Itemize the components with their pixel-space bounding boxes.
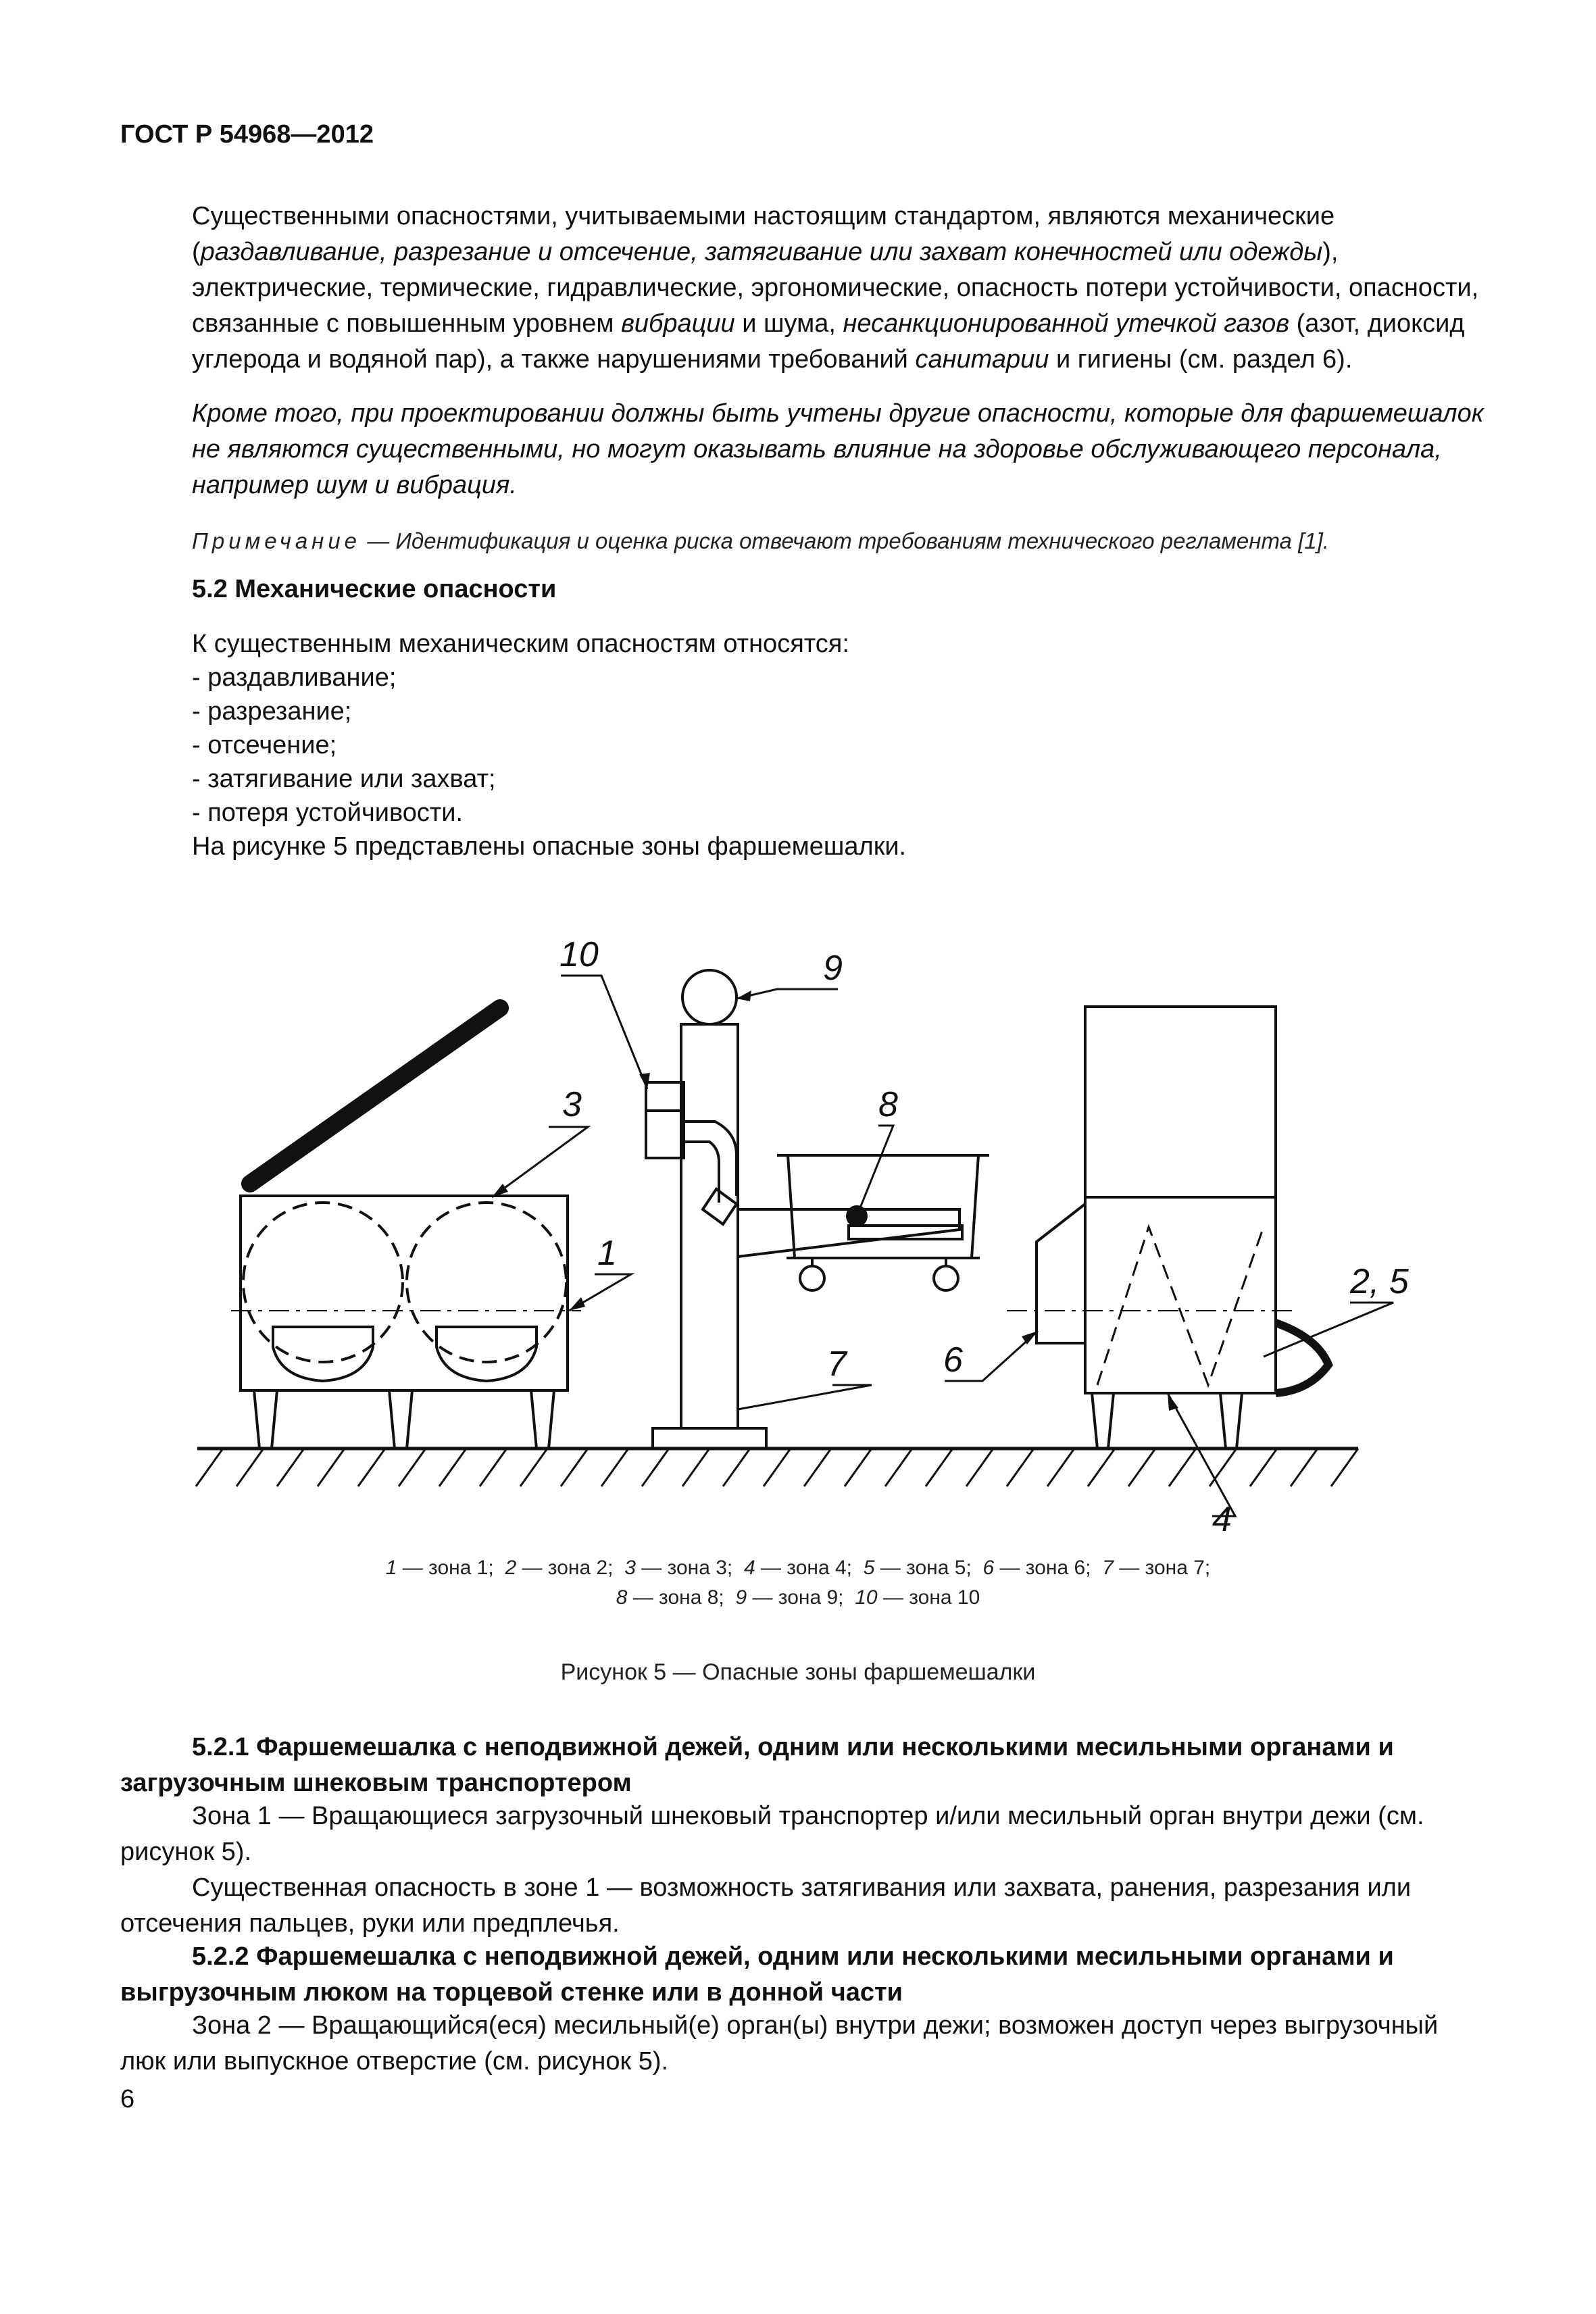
text-run: ), электрические, термические, гидравлические, эргономические, опасность потери устойчивости, опасности, связанные с повышенным уровнем [192,238,1479,338]
column-base [653,1428,766,1449]
fig-label-6: 6 [943,1340,963,1380]
fig-label-4: 4 [1212,1500,1232,1539]
left-mixer [231,1008,581,1449]
trolley-wheel [934,1266,958,1290]
italic-run: санитарии [915,345,1049,374]
right-machine [1007,1007,1328,1449]
leader-4 [1168,1393,1235,1516]
column [681,1024,738,1428]
list-outro: На рисунке 5 представлены опасные зоны фаршемешалки. [192,832,907,861]
section-heading-5-2-1: 5.2.1 Фаршемешалка с неподвижной дежей, одним или несколькими месильными органами и загрузочным шнековым транспортером [120,1733,1394,1797]
list-item: - потеря устойчивости. [192,799,464,827]
fig-label-1: 1 [597,1234,617,1273]
list-item: - затягивание или захват; [192,765,496,793]
mixer-trough-right [407,1203,566,1362]
note-label: Примечание [192,528,361,553]
list-intro: К существенным механическим опасностям относятся: [192,630,849,658]
text-run: и гигиены (см. раздел 6). [1049,345,1353,374]
italic-run: раздавливание, разрезание и отсечение, затягивание или захват конечностей или одежды [200,238,1323,266]
column-bracket-lower [646,1111,684,1158]
fig-label-2-5: 2, 5 [1350,1262,1409,1301]
paragraph-zone-2: Зона 2 — Вращающийся(еся) месильный(е) орган(ы) внутри дежи; возможен доступ через выгрузочный люк или выпускное отверстие (см. рисунок 5). [120,2011,1439,2076]
mixer-leg [531,1390,554,1449]
mixer-lid [250,1008,500,1184]
list-item: - отсечение; [192,731,337,759]
mixer-leg [389,1390,412,1449]
text-run: (азот, диоксид углерода и водяной пар), а также нарушениями требований [192,309,1465,374]
mixer-leg [254,1390,277,1449]
leader-9 [737,989,838,999]
cabinet-lower [1085,1197,1276,1393]
trolley-wheel [800,1266,824,1290]
cabinet-leg [1220,1393,1242,1449]
fig-label-10: 10 [559,935,599,974]
mixer-trough-left [243,1203,403,1362]
column-lift [646,970,959,1449]
section-heading-5-2: 5.2 Механические опасности [192,575,557,603]
cabinet-upper [1085,1007,1276,1197]
text-run: Существенными опасностями, учитываемыми настоящим стандартом, являются механические ( [192,202,1335,266]
column-bracket [646,1082,684,1111]
column-top-knob [682,970,737,1024]
leader-7 [738,1385,872,1409]
fig-label-8: 8 [878,1085,898,1124]
fig-label-9: 9 [823,949,843,988]
discharge-hatch [1037,1204,1085,1343]
trolley-bowl [788,1155,978,1258]
paragraph-zone-1: Зона 1 — Вращающиеся загрузочный шнековый транспортер и/или месильный орган внутри дежи (см. рисунок 5). [120,1802,1424,1866]
text-run: и шума, [734,309,843,338]
figure-caption: Рисунок 5 — Опасные зоны фаршемешалки [560,1659,1036,1685]
figure-legend-line-1: 1 — зона 1; 2 — зона 2; 3 — зона 3; 4 — зона 4; 5 — зона 5; 6 — зона 6; 7 — зона 7; [385,1557,1211,1579]
screw-conveyor [1097,1227,1264,1385]
list-item: - разрезание; [192,697,352,726]
leader-3 [492,1127,588,1197]
mixer-body [241,1196,568,1390]
fig-label-7: 7 [827,1344,847,1384]
figure-legend-line-2: 8 — зона 8; 9 — зона 9; 10 — зона 10 [616,1586,980,1609]
section-heading-5-2-2: 5.2.2 Фаршемешалка с неподвижной дежей, одним или несколькими месильными органами и выгрузочным люком на торцевой стенке или в донной части [120,1942,1394,2007]
list-item: - раздавливание; [192,663,397,692]
leader-10 [561,976,647,1089]
leader-8 [857,1126,893,1216]
italic-run: несанкционированной утечкой газов [843,309,1290,338]
paragraph-zone-1-hazard: Существенная опасность в зоне 1 — возможность затягивания или захвата, ранения, разрезания или отсечения пальцев, руки или предплечья. [120,1873,1412,1938]
floor-hatching [196,1449,1358,1486]
italic-run: вибрации [621,309,735,338]
fig-label-3: 3 [562,1085,582,1124]
trolley [777,1155,989,1290]
note-text: — Идентификация и оценка риска отвечают требованиям технического регламента [1]. [361,528,1329,553]
paragraph-other-hazards: Кроме того, при проектировании должны быть учтены другие опасности, которые для фаршемешалок не являются существенными, но могут оказывать влияние на здоровье обслуживающего персонала, например шум и вибрация. [192,399,1484,499]
cabinet-leg [1092,1393,1114,1449]
document-header: ГОСТ Р 54968—2012 [120,120,374,149]
page-number: 6 [120,2085,135,2113]
lift-arm-upper [684,1122,737,1196]
leader-lines [492,976,1393,1516]
